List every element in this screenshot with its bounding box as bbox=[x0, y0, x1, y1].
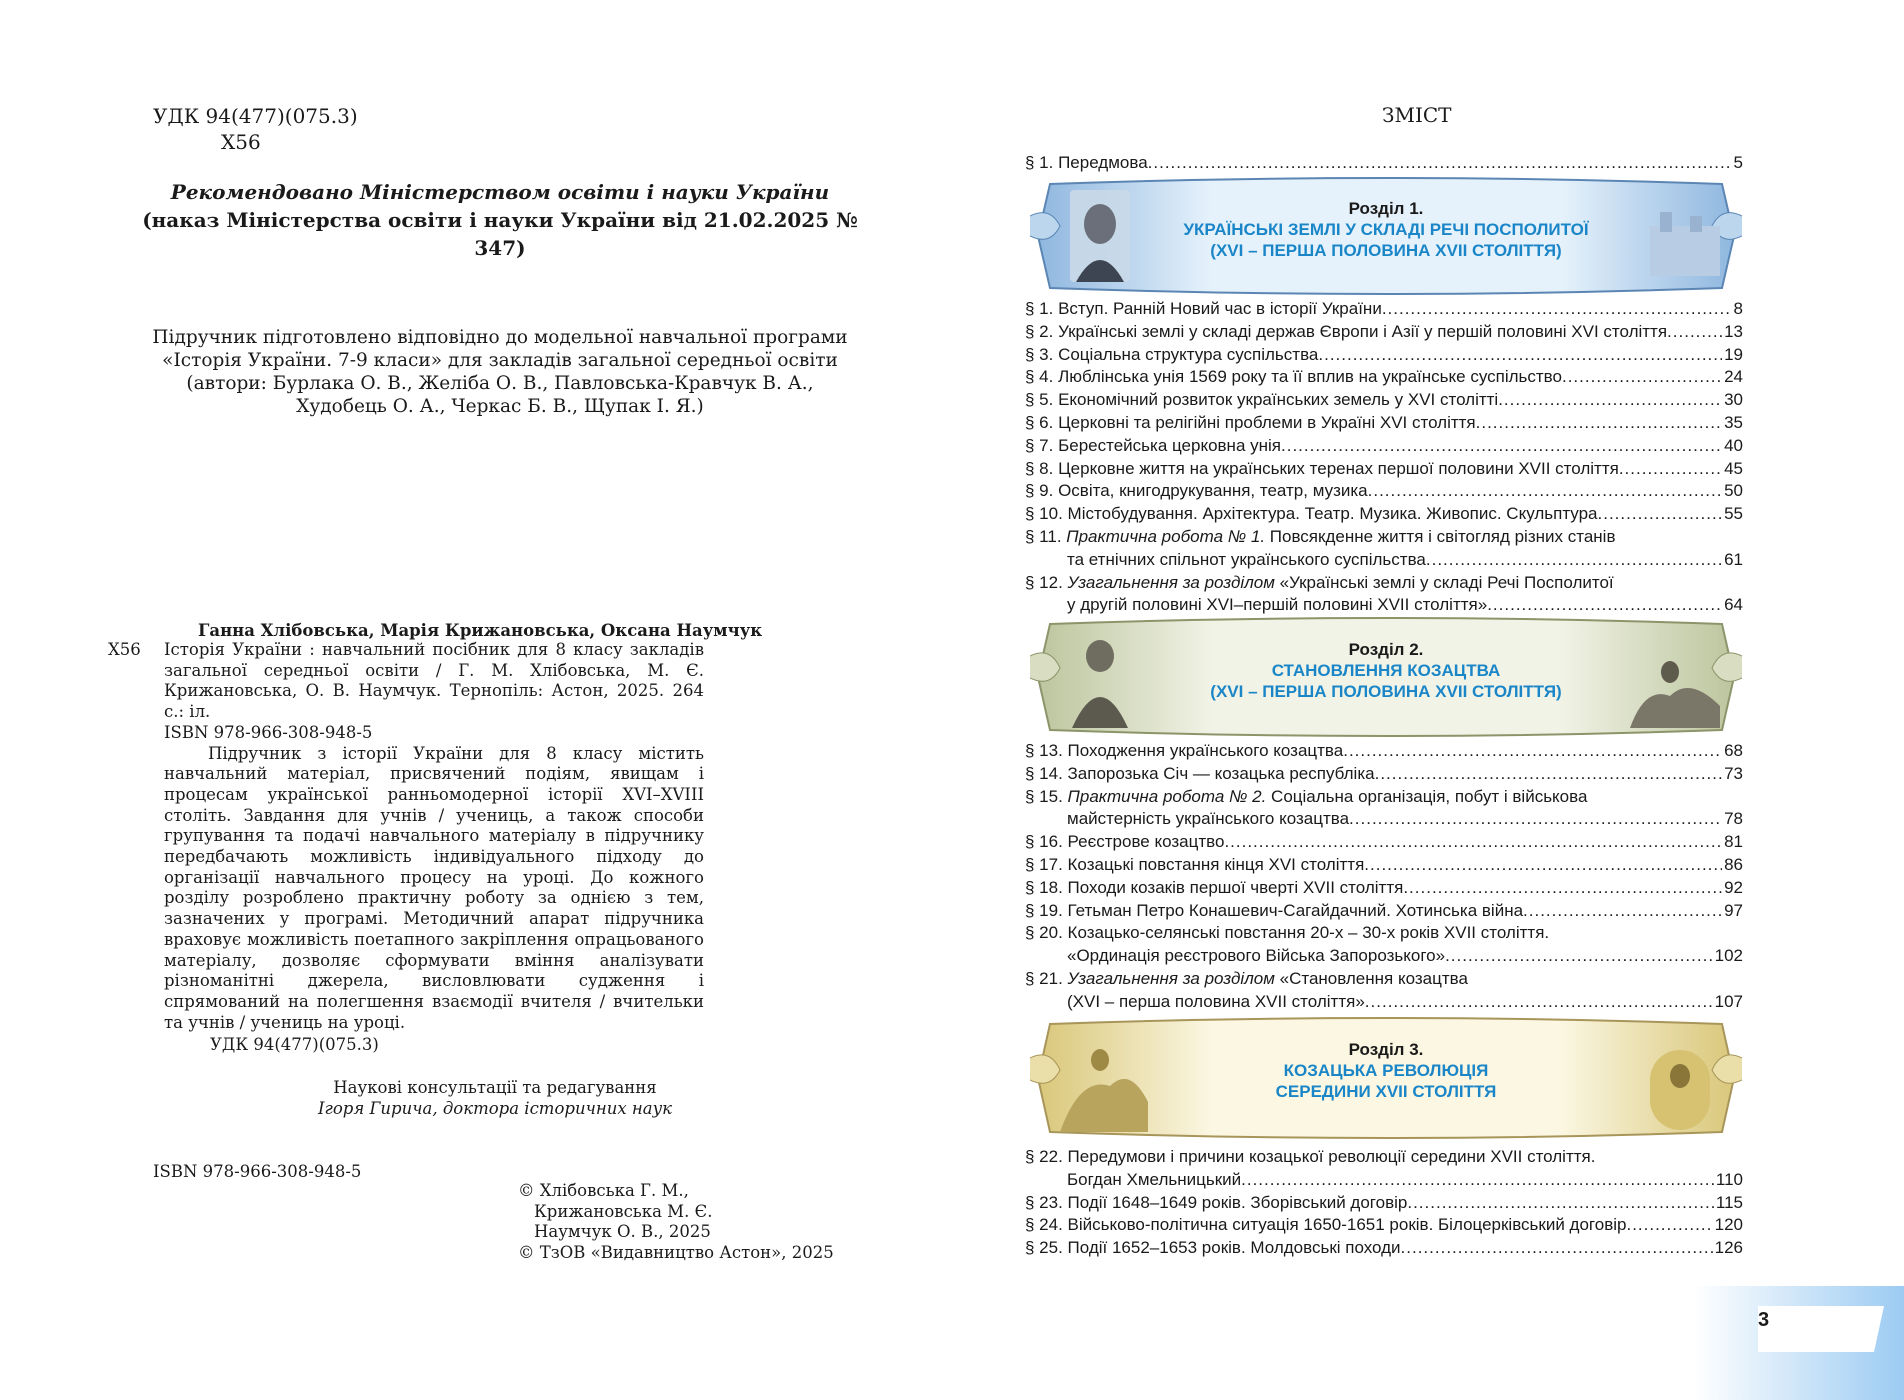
toc-entry-page: 30 bbox=[1724, 390, 1743, 410]
toc-entry-text: Повсякденне життя і світогляд різних станів bbox=[1265, 526, 1616, 546]
toc-entry-text: § 23. Події 1648–1649 років. Зборівський договір bbox=[1025, 1192, 1408, 1212]
copyright-line: © Хлібовська Г. М., bbox=[518, 1181, 689, 1200]
toc-entry[interactable] bbox=[1025, 877, 1743, 900]
toc-entry[interactable] bbox=[1025, 763, 1743, 786]
section-name: (XVI – ПЕРША ПОЛОВИНА XVII СТОЛІТТЯ) bbox=[1210, 682, 1562, 701]
toc-entry-text: § 7. Берестейська церковна унія bbox=[1025, 435, 1281, 455]
toc-entry-text: § 4. Люблінська унія 1569 року та її вплив на українське суспільство bbox=[1025, 367, 1562, 387]
toc-entry-text: § 17. Козацькі повстання кінця XVI століття bbox=[1025, 854, 1365, 874]
toc-entry[interactable] bbox=[1025, 1237, 1743, 1260]
toc-entry-page: 110 bbox=[1715, 1169, 1743, 1189]
program-line: Підручник підготовлено відповідно до модельної навчальної програми bbox=[152, 327, 848, 348]
toc-entry-text: § 8. Церковне життя на українських теренах першої половини XVII століття bbox=[1025, 458, 1619, 478]
toc-entry-page: 64 bbox=[1724, 595, 1743, 615]
toc-entry-kind: Узагальнення за розділом bbox=[1067, 572, 1275, 592]
toc-group-section-1 bbox=[1025, 298, 1743, 617]
catalog-code: Х56 bbox=[108, 640, 141, 659]
toc-entry[interactable] bbox=[1025, 922, 1743, 968]
catalog-body bbox=[164, 640, 704, 1033]
toc-entry-number: § 11. bbox=[1025, 526, 1067, 546]
toc-entry[interactable] bbox=[1025, 1214, 1743, 1237]
udk-bottom: УДК 94(477)(075.3) bbox=[210, 1035, 379, 1054]
catalog-record bbox=[108, 640, 704, 1033]
toc-entry-page: 13 bbox=[1724, 321, 1743, 341]
isbn: ISBN 978-966-308-948-5 bbox=[153, 1162, 362, 1181]
toc-entry-page: 50 bbox=[1724, 481, 1743, 501]
toc-entry-kind: Практична робота № 2. bbox=[1067, 786, 1267, 806]
toc-entry-text: Передумови і причини козацької революції середини XVII століття. bbox=[1067, 1147, 1596, 1166]
toc-group-preface bbox=[1025, 152, 1743, 175]
section-banner-3[interactable] bbox=[1030, 1016, 1742, 1140]
toc-entry-page: 107 bbox=[1714, 991, 1743, 1011]
toc-entry-text: § 18. Походи козаків першої чверті XVII століття bbox=[1025, 877, 1404, 897]
book-authors: Ганна Хлібовська, Марія Крижановська, Оксана Наумчук bbox=[198, 621, 763, 640]
toc-entry-number: § 21. bbox=[1025, 968, 1068, 988]
toc-entry[interactable] bbox=[1025, 831, 1743, 854]
toc-entry[interactable] bbox=[1025, 298, 1743, 321]
toc-entry-page: 5 bbox=[1733, 153, 1743, 172]
section-banner-text bbox=[1030, 640, 1742, 702]
copyright-line: Крижановська М. Є. bbox=[534, 1201, 713, 1221]
annotation: Підручник з історії України для 8 класу містить навчальний матеріал, присвячений подіям, явищам і процесам української ранньомодерної історії XVI–XVIII століть. Завдання для учнів / учениць, а також способи групування та подачі навчального матеріалу в підручнику передбачають можливість індивідуального підходу до організації навчального процесу на уроці. До кожного розділу розроблено практичну роботу за однією з тем, зазначених у програмі. Методичний апарат підручника враховує можливість поетапного закріплення опрацьованого матеріалу, дозволяє сформувати вміння аналізувати різноманітні джерела, висловлювати судження і спрямований на полегшення взаємодії вчителя / вчительки та учнів / учениць на уроці. bbox=[164, 743, 704, 1032]
toc-entry[interactable] bbox=[1025, 968, 1743, 1014]
toc-entry[interactable] bbox=[1025, 458, 1743, 481]
section-label: Розділ 2. bbox=[1348, 640, 1424, 659]
program-line: (автори: Бурлака О. В., Желіба О. В., Павловська-Кравчук В. А., bbox=[186, 373, 814, 394]
copyright-block bbox=[518, 1181, 834, 1263]
toc-entry[interactable] bbox=[1025, 503, 1743, 526]
toc-entry-text: «Українські землі у складі Речі Посполитої bbox=[1274, 572, 1614, 592]
toc-entry-page: 81 bbox=[1724, 832, 1743, 852]
toc-entry-text: § 24. Військово-політична ситуація 1650-1651 років. Білоцерківський договір bbox=[1025, 1215, 1627, 1235]
toc-entry-text: майстерність українського козацтва bbox=[1067, 809, 1350, 829]
toc-entry[interactable] bbox=[1025, 480, 1743, 503]
section-banner-2[interactable] bbox=[1030, 616, 1742, 738]
toc-entry-page: 126 bbox=[1714, 1238, 1743, 1258]
toc-entry-page: 86 bbox=[1724, 854, 1743, 874]
toc-entry-page: 115 bbox=[1715, 1192, 1743, 1212]
section-label: Розділ 3. bbox=[1348, 1040, 1424, 1059]
toc-entry[interactable] bbox=[1025, 366, 1743, 389]
section-name: СТАНОВЛЕННЯ КОЗАЦТВА bbox=[1271, 661, 1501, 680]
toc-entry[interactable] bbox=[1025, 526, 1743, 572]
toc-entry[interactable] bbox=[1025, 152, 1743, 175]
section-name: КОЗАЦЬКА РЕВОЛЮЦІЯ bbox=[1283, 1061, 1489, 1080]
toc-entry-text: у другій половині XVI–першій половині XVII століття» bbox=[1067, 595, 1488, 615]
udk-block bbox=[153, 103, 358, 155]
toc-entry-text: § 1. Передмова bbox=[1025, 153, 1148, 172]
recommendation-title: Рекомендовано Міністерством освіти і науки України bbox=[170, 180, 830, 204]
toc-entry[interactable] bbox=[1025, 344, 1743, 367]
consultation-line: Наукові консультації та редагування bbox=[333, 1078, 657, 1097]
toc-group-section-2 bbox=[1025, 740, 1743, 1014]
toc-title: ЗМІСТ bbox=[1382, 103, 1452, 127]
consultant-name: Ігоря Гирича, доктора історичних наук bbox=[317, 1099, 673, 1118]
toc-entry-number: § 12. bbox=[1025, 572, 1068, 592]
toc-entry-kind: Практична робота № 1. bbox=[1066, 526, 1266, 546]
consultation-note bbox=[300, 1077, 690, 1119]
toc-entry[interactable] bbox=[1025, 435, 1743, 458]
toc-entry-page: 55 bbox=[1724, 504, 1743, 524]
toc-entry-page: 97 bbox=[1724, 900, 1743, 920]
page-number: 3 bbox=[1758, 1309, 1770, 1331]
toc-entry-text: § 13. Походження українського козацтва bbox=[1025, 741, 1344, 760]
toc-entry-page: 24 bbox=[1724, 367, 1743, 387]
toc-entry-page: 73 bbox=[1724, 763, 1743, 783]
toc-entry-text: § 14. Запорозька Січ — козацька республіка bbox=[1025, 763, 1375, 783]
toc-entry[interactable] bbox=[1025, 1192, 1743, 1215]
toc-entry-text: § 9. Освіта, книгодрукування, театр, музика bbox=[1025, 481, 1368, 501]
toc-entry[interactable] bbox=[1025, 1146, 1743, 1192]
program-line: Худобець О. А., Черкас Б. В., Щупак І. Я.) bbox=[296, 396, 704, 417]
toc-entry[interactable] bbox=[1025, 854, 1743, 877]
toc-entry-text: «Становлення козацтва bbox=[1274, 968, 1468, 988]
toc-entry-page: 8 bbox=[1733, 299, 1743, 318]
udk-code: УДК 94(477)(075.3) bbox=[153, 104, 358, 128]
toc-entry-kind: Узагальнення за розділом bbox=[1067, 968, 1275, 988]
section-banner-text bbox=[1030, 1040, 1742, 1102]
program-note bbox=[120, 326, 880, 418]
toc-entry-page: 61 bbox=[1724, 549, 1743, 569]
toc-entry[interactable] bbox=[1025, 572, 1743, 618]
section-banner-1[interactable] bbox=[1030, 176, 1742, 296]
toc-entry-text: § 6. Церковні та релігійні проблеми в Україні XVI століття bbox=[1025, 412, 1476, 432]
toc-group-section-3 bbox=[1025, 1146, 1743, 1260]
toc-entry-number: § 15. bbox=[1025, 786, 1068, 806]
toc-entry-text: § 1. Вступ. Ранній Новий час в історії України bbox=[1025, 299, 1382, 318]
toc-entry-text: (XVI – перша половина XVII століття» bbox=[1067, 991, 1365, 1011]
page-tab-icon bbox=[1694, 1286, 1904, 1400]
toc-entry-page: 78 bbox=[1724, 809, 1743, 829]
toc-entry-page: 68 bbox=[1724, 741, 1743, 760]
toc-entry-text: § 2. Українські землі у складі держав Європи і Азії у першій половині XVI століття bbox=[1025, 321, 1668, 341]
toc-entry-page: 45 bbox=[1724, 458, 1743, 478]
toc-entry-page: 40 bbox=[1724, 435, 1743, 455]
section-banner-text bbox=[1030, 199, 1742, 261]
toc-entry-text: та етнічних спільнот українського суспільства bbox=[1067, 549, 1426, 569]
right-page bbox=[952, 0, 1904, 1400]
toc-entry-text: § 25. Події 1652–1653 років. Молдовські походи bbox=[1025, 1238, 1401, 1258]
toc-entry-page: 102 bbox=[1714, 946, 1743, 966]
toc-entry[interactable] bbox=[1025, 740, 1743, 763]
toc-entry-text: § 16. Реєстрове козацтво bbox=[1025, 832, 1225, 852]
copyright-line: Наумчук О. В., 2025 bbox=[534, 1222, 711, 1242]
toc-entry-text: § 19. Гетьман Петро Конашевич-Сагайдачний. Хотинська війна bbox=[1025, 900, 1524, 920]
toc-entry-text: § 3. Соціальна структура суспільства bbox=[1025, 344, 1319, 364]
section-label: Розділ 1. bbox=[1348, 199, 1424, 218]
copyright-line: © ТзОВ «Видавництво Астон», 2025 bbox=[518, 1242, 834, 1262]
section-name: (XVI – ПЕРША ПОЛОВИНА XVII СТОЛІТТЯ) bbox=[1210, 241, 1562, 260]
program-line: «Історія України. 7-9 класи» для закладів загальної середньої освіти bbox=[162, 350, 838, 371]
toc-entry-text: Богдан Хмельницький bbox=[1067, 1169, 1242, 1189]
toc-entry-text: § 10. Містобудування. Архітектура. Театр. Музика. Живопис. Скульптура bbox=[1025, 504, 1598, 524]
recommendation bbox=[120, 178, 880, 262]
toc-entry-page: 120 bbox=[1714, 1215, 1743, 1235]
toc-entry-page: 19 bbox=[1724, 344, 1743, 364]
section-name: СЕРЕДИНИ XVII СТОЛІТТЯ bbox=[1275, 1082, 1497, 1101]
toc-entry[interactable] bbox=[1025, 412, 1743, 435]
toc-entry[interactable] bbox=[1025, 321, 1743, 344]
toc-entry-page: 92 bbox=[1724, 877, 1743, 897]
toc-entry-text: Соціальна організація, побут і військова bbox=[1266, 786, 1588, 806]
section-name: УКРАЇНСЬКІ ЗЕМЛІ У СКЛАДІ РЕЧІ ПОСПОЛИТОЇ bbox=[1183, 220, 1589, 239]
author-mark: Х56 bbox=[221, 130, 261, 154]
toc-entry[interactable] bbox=[1025, 900, 1743, 923]
toc-entry-text: «Ординація реєстрового Війська Запорозького» bbox=[1067, 946, 1446, 966]
catalog-isbn: ISBN 978-966-308-948-5 bbox=[164, 722, 373, 742]
ministry-order: (наказ Міністерства освіти і науки України від 21.02.2025 № 347) bbox=[142, 208, 858, 260]
toc-entry-page: 35 bbox=[1724, 412, 1743, 432]
toc-entry-number: § 20. bbox=[1025, 923, 1068, 943]
catalog-description: Історія України : навчальний посібник для 8 класу закладів загальної середньої освіти / Г. М. Хлібовська, М. Є. Крижановська, О. В. Наумчук. Тернопіль: Астон, 2025. 264 с.: іл. bbox=[164, 640, 704, 722]
toc-entry-number: § 22. bbox=[1025, 1147, 1068, 1166]
toc-entry[interactable] bbox=[1025, 786, 1743, 832]
toc-entry-text: § 5. Економічний розвиток українських земель у XVI столітті bbox=[1025, 390, 1499, 410]
toc-entry-text: Козацько-селянські повстання 20-х – 30-х років XVII століття. bbox=[1067, 923, 1550, 943]
toc-entry[interactable] bbox=[1025, 389, 1743, 412]
